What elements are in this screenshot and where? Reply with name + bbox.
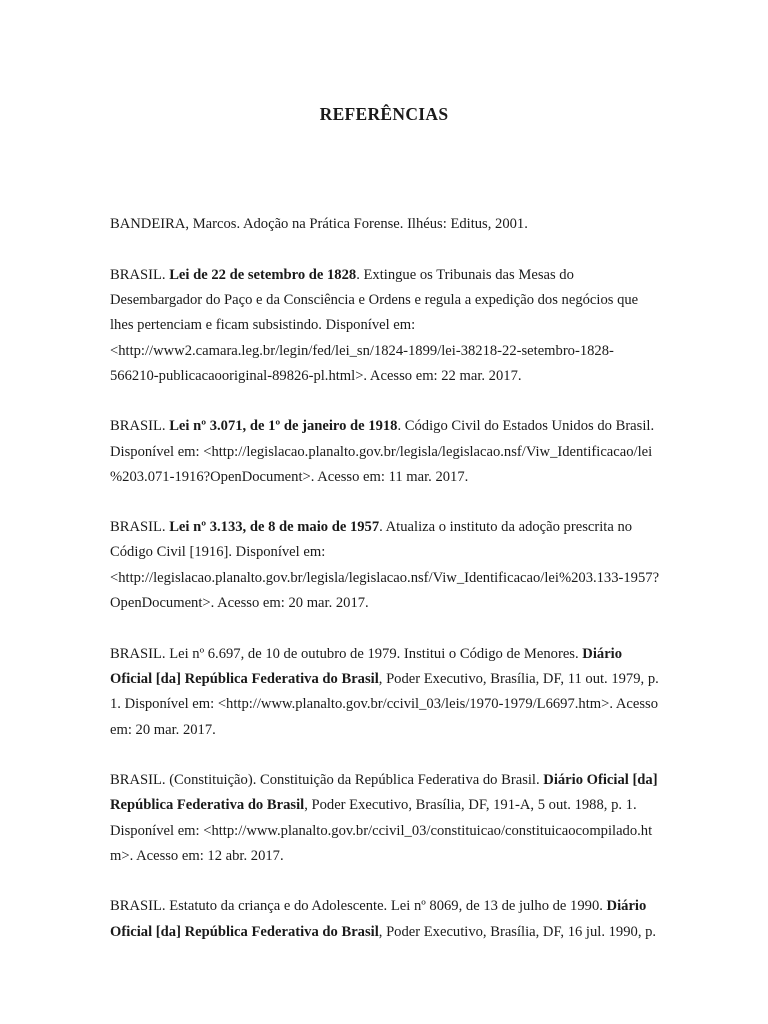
reference-text: BRASIL. [110, 418, 170, 435]
reference-bold-text: República Federativa do Brasil [110, 797, 305, 814]
reference-bold-text: Oficial [da] República Federativa do Brasil [110, 671, 379, 688]
reference-text: , Poder Executivo, Brasília, DF, 16 jul. 1990, p. [378, 923, 657, 940]
reference-text: . Atualiza o instituto da adoção prescrita no [379, 519, 633, 536]
reference-text: . Código Civil do Estados Unidos do Brasil. [397, 418, 655, 435]
reference-text: 566210-publicacaooriginal-89826-pl.html>. Acesso em: 22 mar. 2017. [110, 367, 522, 384]
reference-text: lhes pertenciam e ficam subsistindo. Disponível em: [110, 317, 416, 334]
reference-bold-text: Diário [606, 898, 647, 915]
reference-text: %203.071-1916?OpenDocument>. Acesso em: 11 mar. 2017. [110, 468, 469, 485]
reference-bold-text: Lei de 22 de setembro de 1828 [169, 266, 357, 283]
reference-entry [110, 642, 700, 743]
reference-text: , Poder Executivo, Brasília, DF, 191-A, 5 out. 1988, p. 1. [304, 797, 637, 814]
reference-line [110, 642, 700, 667]
reference-line [110, 566, 700, 591]
page-title: REFERÊNCIAS [319, 104, 449, 124]
reference-line [110, 844, 700, 869]
reference-text: BANDEIRA, Marcos. Adoção na Prática Forense. Ilhéus: Editus, 2001. [110, 216, 528, 232]
reference-bold-text: Diário [582, 645, 623, 662]
reference-entry [110, 414, 700, 490]
reference-entry [110, 515, 700, 616]
reference-line [110, 920, 700, 945]
reference-line [110, 212, 700, 237]
reference-entry [110, 768, 700, 869]
reference-text: BRASIL. (Constituição). Constituição da República Federativa do Brasil. [110, 772, 544, 789]
reference-bold-text: Diário Oficial [da] [543, 772, 658, 789]
reference-line [110, 465, 700, 490]
reference-line [110, 819, 700, 844]
reference-text: . Extingue os Tribunais das Mesas do [356, 266, 574, 283]
reference-line [110, 667, 700, 692]
reference-text: 1. Disponível em: <http://www.planalto.gov.br/ccivil_03/leis/1970-1979/L6697.htm>. Acesso [110, 696, 658, 713]
reference-line [110, 718, 700, 743]
reference-list [110, 212, 700, 970]
reference-line [110, 339, 700, 364]
reference-text: BRASIL. [110, 519, 170, 536]
reference-bold-text: Lei nº 3.133, de 8 de maio de 1957 [169, 519, 380, 536]
reference-line [110, 894, 700, 919]
reference-text: Disponível em: <http://www.planalto.gov.br/ccivil_03/constituicao/constituicaocompilado.ht [110, 822, 653, 839]
reference-text: <http://www2.camara.leg.br/legin/fed/lei_sn/1824-1899/lei-38218-22-setembro-1828- [110, 342, 614, 359]
reference-line [110, 540, 700, 565]
reference-bold-text: Lei nº 3.071, de 1º de janeiro de 1918 [169, 418, 398, 435]
reference-text: BRASIL. [110, 266, 170, 283]
reference-line [110, 440, 700, 465]
reference-line [110, 288, 700, 313]
reference-entry [110, 212, 700, 237]
reference-text: Disponível em: <http://legislacao.planalto.gov.br/legisla/legislacao.nsf/Viw_Identificacao/lei [110, 443, 653, 460]
reference-line [110, 793, 700, 818]
reference-line [110, 515, 700, 540]
reference-line [110, 591, 700, 616]
reference-line [110, 313, 700, 338]
reference-text: Código Civil [1916]. Disponível em: [110, 544, 326, 561]
reference-text: Desembargador do Paço e da Consciência e Ordens e regula a expedição dos negócios que [110, 292, 639, 309]
reference-text: <http://legislacao.planalto.gov.br/legisla/legislacao.nsf/Viw_Identificacao/lei%203.133-1957? [110, 569, 660, 586]
reference-text: em: 20 mar. 2017. [110, 721, 216, 738]
reference-text: , Poder Executivo, Brasília, DF, 11 out. 1979, p. [378, 671, 659, 688]
reference-bold-text: Oficial [da] República Federativa do Brasil [110, 923, 379, 940]
reference-line [110, 692, 700, 717]
reference-line [110, 364, 700, 389]
reference-line [110, 263, 700, 288]
reference-text: BRASIL. Lei nº 6.697, de 10 de outubro de 1979. Institui o Código de Menores. [110, 645, 583, 662]
reference-entry [110, 263, 700, 389]
reference-line [110, 768, 700, 793]
reference-text: OpenDocument>. Acesso em: 20 mar. 2017. [110, 595, 369, 612]
reference-entry [110, 894, 700, 945]
reference-line [110, 414, 700, 439]
reference-text: BRASIL. Estatuto da criança e do Adolescente. Lei nº 8069, de 13 de julho de 1990. [110, 898, 607, 915]
reference-text: m>. Acesso em: 12 abr. 2017. [110, 847, 284, 864]
